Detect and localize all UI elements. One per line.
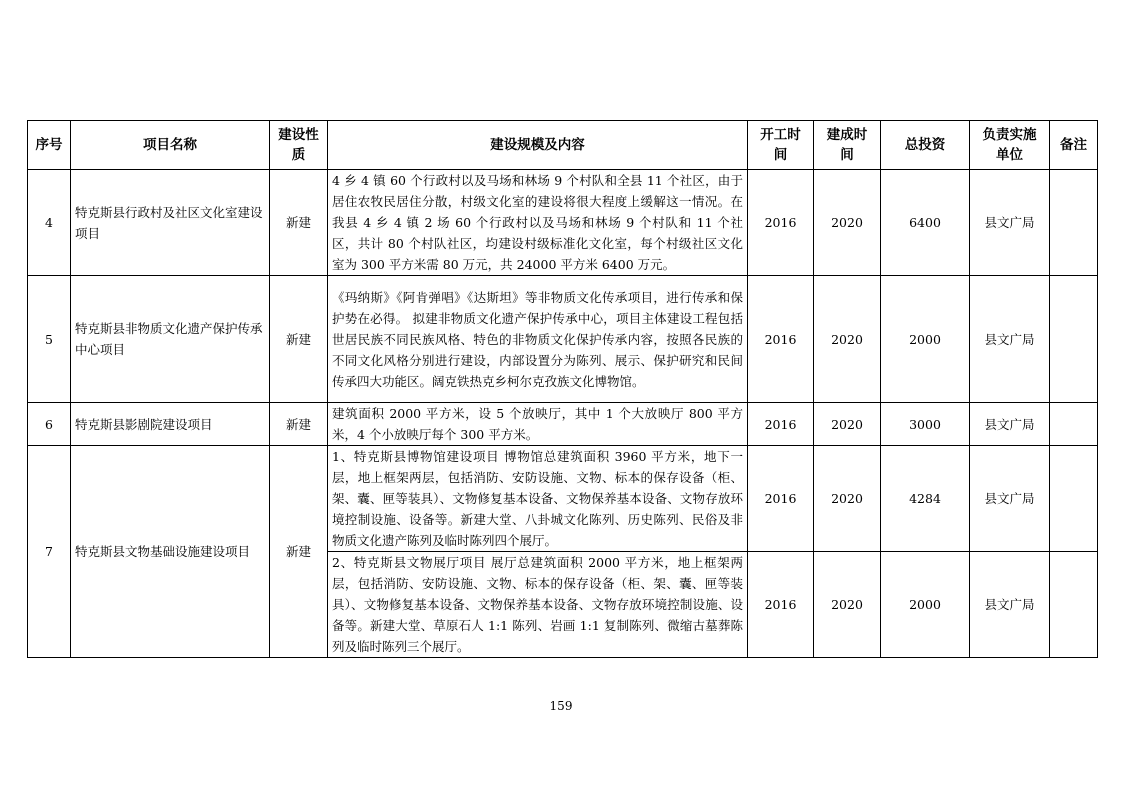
row-type: 新建	[270, 403, 328, 446]
row-content: 2、特克斯县文物展厅项目 展厅总建筑面积 2000 平方米，地上框架两层，包括消防、安防设施、文物、标本的保存设备（柜、架、囊、匣等装具）、文物修复基本设备、文物保养基本设备、文物存放环境控制设施、设备等。新建大堂、草原石人 1:1 陈列、岩画 1:1 复制陈列、微缩古墓葬陈列及临时陈列三个展厅。	[328, 552, 748, 658]
row-unit: 县文广局	[970, 446, 1050, 552]
row-start: 2016	[748, 276, 814, 403]
row-seq: 6	[28, 403, 71, 446]
header-invest: 总投资	[881, 121, 970, 170]
row-type: 新建	[270, 170, 328, 276]
row-unit: 县文广局	[970, 170, 1050, 276]
row-finish: 2020	[814, 446, 881, 552]
header-note: 备注	[1050, 121, 1098, 170]
row-note	[1050, 170, 1098, 276]
header-type: 建设性质	[270, 121, 328, 170]
header-name: 项目名称	[71, 121, 270, 170]
table-row	[28, 446, 1098, 552]
row-start: 2016	[748, 552, 814, 658]
row-type: 新建	[270, 446, 328, 658]
row-type: 新建	[270, 276, 328, 403]
row-invest: 3000	[881, 403, 970, 446]
row-start: 2016	[748, 446, 814, 552]
row-finish: 2020	[814, 276, 881, 403]
header-seq: 序号	[28, 121, 71, 170]
row-content: 建筑面积 2000 平方米，设 5 个放映厅，其中 1 个大放映厅 800 平方米，4 个小放映厅每个 300 平方米。	[328, 403, 748, 446]
header-unit: 负责实施单位	[970, 121, 1050, 170]
row-name: 特克斯县影剧院建设项目	[71, 403, 270, 446]
row-name: 特克斯县行政村及社区文化室建设项目	[71, 170, 270, 276]
row-start: 2016	[748, 170, 814, 276]
header-content: 建设规模及内容	[328, 121, 748, 170]
row-invest: 2000	[881, 276, 970, 403]
row-unit: 县文广局	[970, 552, 1050, 658]
row-finish: 2020	[814, 552, 881, 658]
row-invest: 6400	[881, 170, 970, 276]
row-seq: 5	[28, 276, 71, 403]
row-content: 4 乡 4 镇 60 个行政村以及马场和林场 9 个村队和全县 11 个社区，由于居住农牧民居住分散，村级文化室的建设将很大程度上缓解这一情况。在我县 4 乡 4 镇 2 场 60 个行政村以及马场和林场 9 个村队和 11 个社区，共计 80 个村队社区，均建设村级标准化文化室，每个村级社区文化室为 300 平方米需 80 万元，共 24000 平方米 6400 万元。	[328, 170, 748, 276]
row-invest: 4284	[881, 446, 970, 552]
table-row	[28, 170, 1098, 276]
row-content: 《玛纳斯》《阿肯弹唱》《达斯坦》等非物质文化传承项目，进行传承和保护势在必得。 拟建非物质文化遗产保护传承中心，项目主体建设工程包括世居民族不同民族风格、特色的非物质文化保护传承内容，按照各民族的不同文化风格分别进行建设，内部设置分为陈列、展示、保护研究和民间传承四大功能区。阔克铁热克乡柯尔克孜族文化博物馆。	[328, 276, 748, 403]
header-start: 开工时间	[748, 121, 814, 170]
row-start: 2016	[748, 403, 814, 446]
project-table	[27, 120, 1098, 658]
row-seq: 7	[28, 446, 71, 658]
row-unit: 县文广局	[970, 276, 1050, 403]
row-invest: 2000	[881, 552, 970, 658]
row-content: 1、特克斯县博物馆建设项目 博物馆总建筑面积 3960 平方米，地下一层，地上框架两层，包括消防、安防设施、文物、标本的保存设备（柜、架、囊、匣等装具）、文物修复基本设备、文物保养基本设备、文物存放环境控制设施、设备等。新建大堂、八卦城文化陈列、历史陈列、民俗及非物质文化遗产陈列及临时陈列四个展厅。	[328, 446, 748, 552]
table-row	[28, 403, 1098, 446]
table-row	[28, 276, 1098, 403]
row-name: 特克斯县非物质文化遗产保护传承中心项目	[71, 276, 270, 403]
row-unit: 县文广局	[970, 403, 1050, 446]
table-header-row	[28, 121, 1098, 170]
header-finish: 建成时间	[814, 121, 881, 170]
row-finish: 2020	[814, 403, 881, 446]
page-number: 159	[549, 699, 573, 713]
row-note	[1050, 276, 1098, 403]
row-note	[1050, 446, 1098, 552]
row-seq: 4	[28, 170, 71, 276]
row-note	[1050, 403, 1098, 446]
row-finish: 2020	[814, 170, 881, 276]
row-name: 特克斯县文物基础设施建设项目	[71, 446, 270, 658]
row-note	[1050, 552, 1098, 658]
